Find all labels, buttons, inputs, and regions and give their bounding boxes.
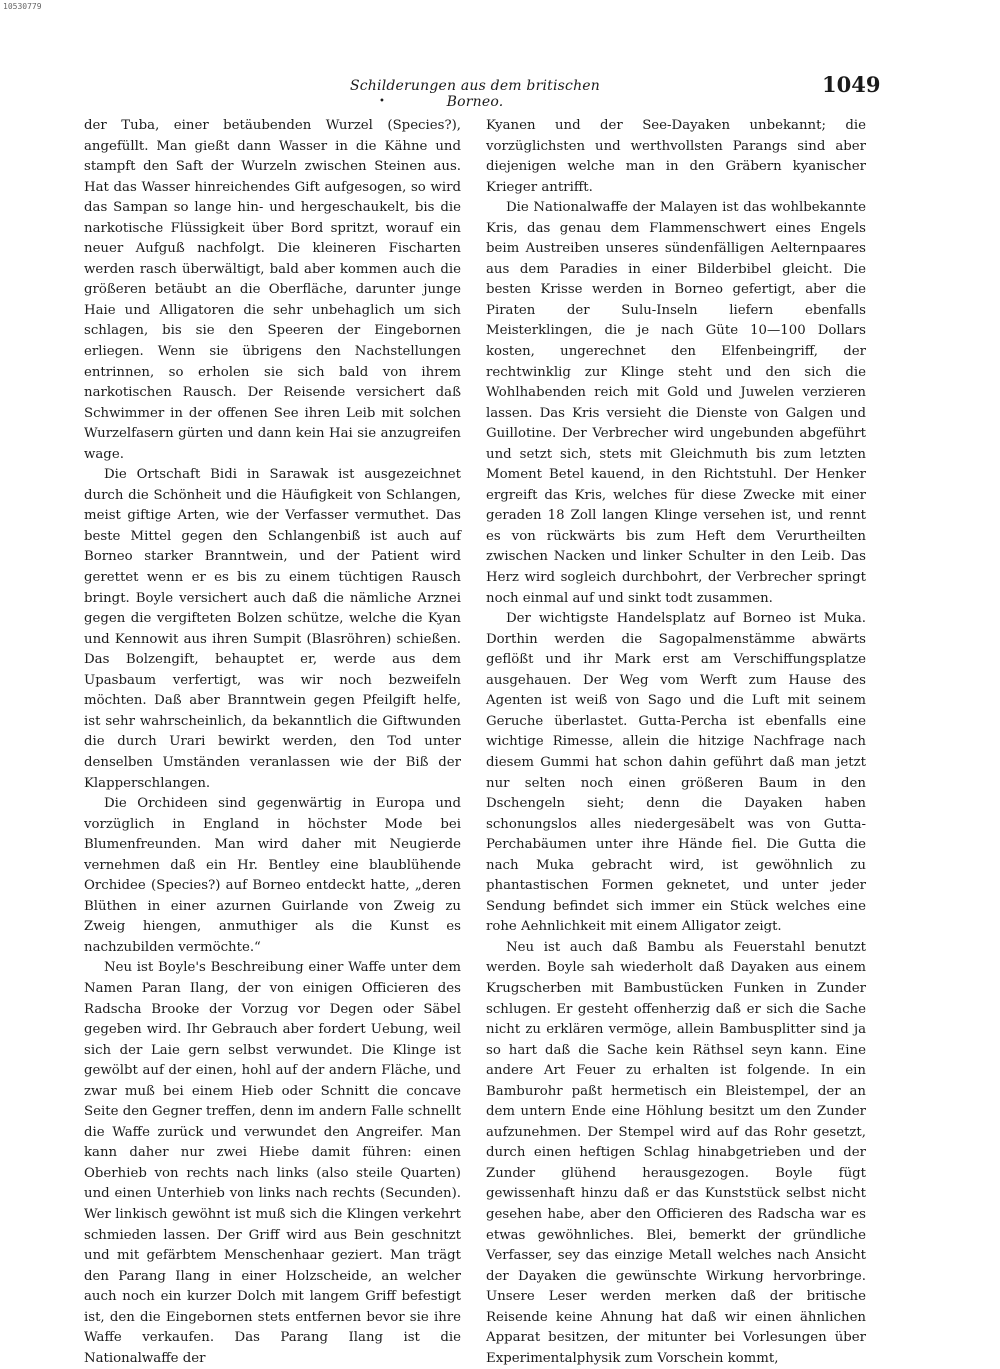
paragraph: Die Orchideen sind gegenwärtig in Europa und vorzüglich in England in höchster Mode bei Blumenfreunden. Man wird daher mit Neugierde vernehmen daß ein Hr. Bentley eine blaublühende Orchidee (Species?) auf Borneo entdeckt hatte, „deren Blüthen in einer azurnen Guirlande von Zweig zu Zweig hiengen, anmuthiger als die Kunst es nachzubilden vermöchte.“	[84, 796, 461, 955]
paragraph: Die Nationalwaffe der Malayen ist das wohlbekannte Kris, das genau dem Flammenschwert eines Engels beim Austreiben unseres sündenfälligen Aelternpaares aus dem Paradies in einer Bilderbibel gleicht. Die besten Krisse werden in Borneo gefertigt, aber die Piraten der Sulu-Inseln liefern ebenfalls Meisterklingen, die je nach Güte 10—100 Dollars kosten, ungerechnet den Elfenbeingriff, der rechtwinklig zur Klinge steht und den sich die Wohlhabenden reich mit Gold und Juwelen verzieren lassen. Das Kris versieht die Dienste von Galgen und Guillotine. Der Verbrecher wird ungebunden abgeführt und setzt sich, stets mit Gleichmuth bis zum letzten Moment Betel kauend, in den Richtstuhl. Der Henker ergreift das Kris, welches für diese Zwecke mit einer geraden 18 Zoll langen Klinge versehen ist, und rennt es von rückwärts bis zum Heft dem Verurtheilten zwischen Nacken und linker Schulter in den Leib. Das Herz wird sogleich durchbohrt, der Verbrecher springt noch einmal auf und sinkt todt zusammen.	[486, 200, 866, 606]
paragraph: Die Ortschaft Bidi in Sarawak ist ausgezeichnet durch die Schönheit und die Häufigkeit von Schlangen, meist giftige Arten, wie der Verfasser vermuthet. Das beste Mittel gegen den Schlangenbiß ist auch auf Borneo starker Branntwein, und der Patient wird gerettet wenn er es bis zu einem tüchtigen Rausch bringt. Boyle versichert auch daß die nämliche Arznei gegen die vergifteten Bolzen schütze, welche die Kyan und Kennowit aus ihren Sumpit (Blasröhren) schießen. Das Bolzengift, behauptet er, werde aus dem Upasbaum verfertigt, was wir noch bezweifeln möchten. Daß aber Branntwein gegen Pfeilgift helfe, ist sehr wahrscheinlich, da bekanntlich die Giftwunden die durch Urari bewirkt werden, den Tod unter denselben Umständen veranlassen wie der Biß der Klapperschlangen.	[84, 467, 461, 791]
page-number: 1049	[822, 72, 881, 97]
right-column	[486, 116, 866, 1369]
running-title: Schilderungen aus dem britischen Borneo.	[349, 78, 601, 110]
paragraph: Neu ist Boyle's Beschreibung einer Waffe unter dem Namen Paran Ilang, der von einigen Officieren des Radscha Brooke der Vorzug vor Degen oder Säbel gegeben wird. Ihr Gebrauch aber fordert Uebung, weil sich der Laie gern selbst verwundet. Die Klinge ist gewölbt auf der einen, hohl auf der andern Fläche, und zwar muß bei einem Hieb oder Schnitt die concave Seite den Gegner treffen, denn im andern Falle schnellt die Waffe zurück und verwundet den Angreifer. Man kann daher nur zwei Hiebe damit führen: einen Oberhieb von rechts nach links (also steile Quarten) und einen Unterhieb von links nach rechts (Secunden). Wer linkisch gewöhnt ist muß sich die Klingen verkehrt schmieden lassen. Der Griff wird aus Bein geschnitzt und mit gefärbtem Menschenhaar geziert. Man trägt den Parang Ilang in einer Holzscheide, an welcher auch noch ein kurzer Dolch mit langem Griff befestigt ist, den die Eingebornen stets entfernen bevor sie ihre Waffe verkaufen. Das Parang Ilang ist die Nationalwaffe der	[84, 960, 461, 1366]
scan-id-label: 10530779	[3, 2, 42, 11]
printer-dot: •	[379, 96, 385, 107]
paragraph: Neu ist auch daß Bambu als Feuerstahl benutzt werden. Boyle sah wiederholt daß Dayaken aus einem Krugscherben mit Bambustücken Funken in Zunder schlugen. Er gesteht offenherzig daß er sich die Sache nicht zu erklären vermöge, allein Bambusplitter sind ja so hart daß die Sache kein Räthsel seyn kann. Eine andere Art Feuer zu erhalten ist folgende. In ein Bamburohr paßt hermetisch ein Bleistempel, der an dem untern Ende eine Höhlung besitzt um den Zunder aufzunehmen. Der Stempel wird auf das Rohr gesetzt, durch einen heftigen Schlag hinabgetrieben und der Zunder glühend herausgezogen. Boyle fügt gewissenhaft hinzu daß er das Kunststück selbst nicht gesehen habe, aber den Officieren des Radscha war es etwas gewöhnliches. Blei, bemerkt der gründliche Verfasser, sey das einzige Metall welches nach Ansicht der Dayaken die gewünschte Wirkung hervorbringe. Unsere Leser werden merken daß der britische Reisende keine Ahnung hat daß wir einen ähnlichen Apparat besitzen, der mitunter bei Vorlesungen über Experimentalphysik zum Vorschein kommt,	[486, 939, 866, 1366]
paragraph: der Tuba, einer betäubenden Wurzel (Species?), angefüllt. Man gießt dann Wasser in die Kähne und stampft den Saft der Wurzeln zwischen Steinen aus. Hat das Wasser hinreichendes Gift aufgesogen, so wird das Sampan so lange hin- und hergeschaukelt, bis die narkotische Flüssigkeit über Bord spritzt, worauf ein neuer Aufguß nachfolgt. Die kleineren Fischarten werden rasch überwältigt, bald aber kommen auch die größeren betäubt an die Oberfläche, darunter junge Haie und Alligatoren die sehr unbehaglich um sich schlagen, bis sie den Speeren der Eingebornen erliegen. Wenn sie übrigens den Nachstellungen entrinnen, so erholen sie sich bald von ihrem narkotischen Rausch. Der Reisende versichert daß Schwimmer in der offenen See ihren Leib mit solchen Wurzelfasern gürten und dann kein Hai sie anzugreifen wage.	[84, 118, 461, 462]
left-column	[84, 116, 461, 1369]
paragraph: Der wichtigste Handelsplatz auf Borneo ist Muka. Dorthin werden die Sagopalmenstämme abwärts geflößt und ihr Mark erst am Verschiffungsplatze ausgehauen. Der Weg vom Werft zum Hause des Agenten ist weiß von Sago und die Luft mit seinem Geruche überlastet. Gutta-Percha ist ebenfalls eine wichtige Rimesse, allein die hitzige Nachfrage nach diesem Gummi hat schon dahin geführt daß man jetzt nur selten noch einen größeren Baum in den Dschengeln sieht; denn die Dayaken haben schonungslos alles niedergesäbelt was von Gutta-Perchabäumen unter ihre Hände fiel. Die Gutta die nach Muka gebracht wird, ist gewöhnlich zu phantastischen Formen geknetet, und unter jeder Sendung befindet sich immer ein Stück welches eine rohe Aehnlichkeit mit einem Alligator zeigt.	[486, 611, 866, 935]
paragraph: Kyanen und der See-Dayaken unbekannt; die vorzüglichsten und werthvollsten Parangs sind aber diejenigen welche man in den Gräbern kyanischer Krieger antrifft.	[486, 118, 866, 195]
